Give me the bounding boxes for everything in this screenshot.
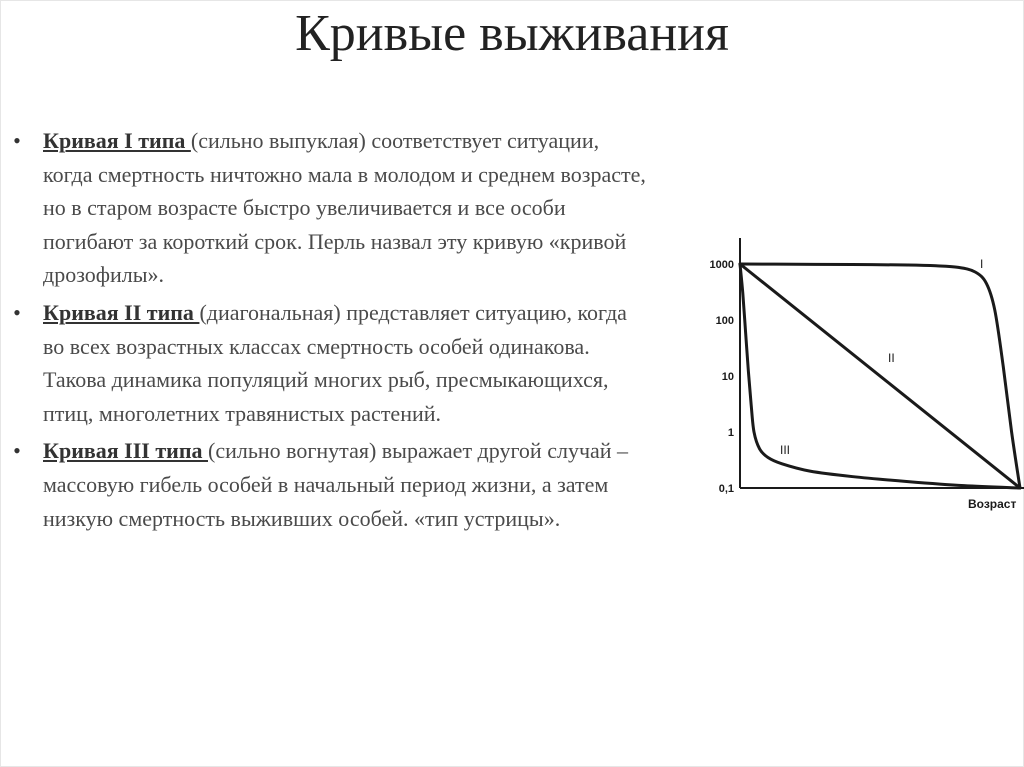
series-label-ii: II <box>888 351 895 365</box>
bullet-marker: • <box>13 128 21 153</box>
slide-title: Кривые выживания <box>295 5 729 62</box>
y-tick-label: 1 <box>727 427 734 439</box>
bullet-type-1 <box>5 124 650 292</box>
bullet-term: Кривая II типа <box>43 299 200 325</box>
series-label-iii: III <box>780 443 791 457</box>
y-tick-label: 10 <box>721 371 734 383</box>
y-tick-label: 0,1 <box>718 483 734 495</box>
y-tick-label: 1000 <box>709 259 734 271</box>
series-label-i: I <box>980 257 984 271</box>
bullet-list <box>5 124 650 539</box>
bullet-marker: • <box>13 438 21 464</box>
bullet-text: (сильно вогнутая) выражает другой случай – массовую гибель особей в начальный период жизни, а затем низкую смертность выживших особей. «тип устрицы». <box>43 438 629 531</box>
bullet-text: (сильно выпуклая) соответствует ситуации, когда смертность ничтожно мала в молодом и среднем возрасте, но в старом возрасте быстро увеличивается и все особи погибают за короткий срок. Перль назвал эту кривую «кривой дрозофилы». <box>43 128 646 288</box>
y-tick-label: 100 <box>715 315 734 327</box>
bullet-marker: • <box>13 299 21 325</box>
bullet-type-2 <box>5 296 650 430</box>
bullet-term: Кривая I типа <box>43 128 191 153</box>
survival-curves-chart <box>684 236 1024 526</box>
bullet-text: (диагональная) представляет ситуацию, когда во всех возрастных классах смертность особей одинакова. Такова динамика популяций многих рыб, пресмыкающихся, птиц, многолетних травянистых растений. <box>43 299 627 426</box>
x-axis-label: Возраст <box>968 497 1017 511</box>
bullet-term: Кривая III типа <box>43 438 208 464</box>
bullet-type-3 <box>5 434 650 535</box>
